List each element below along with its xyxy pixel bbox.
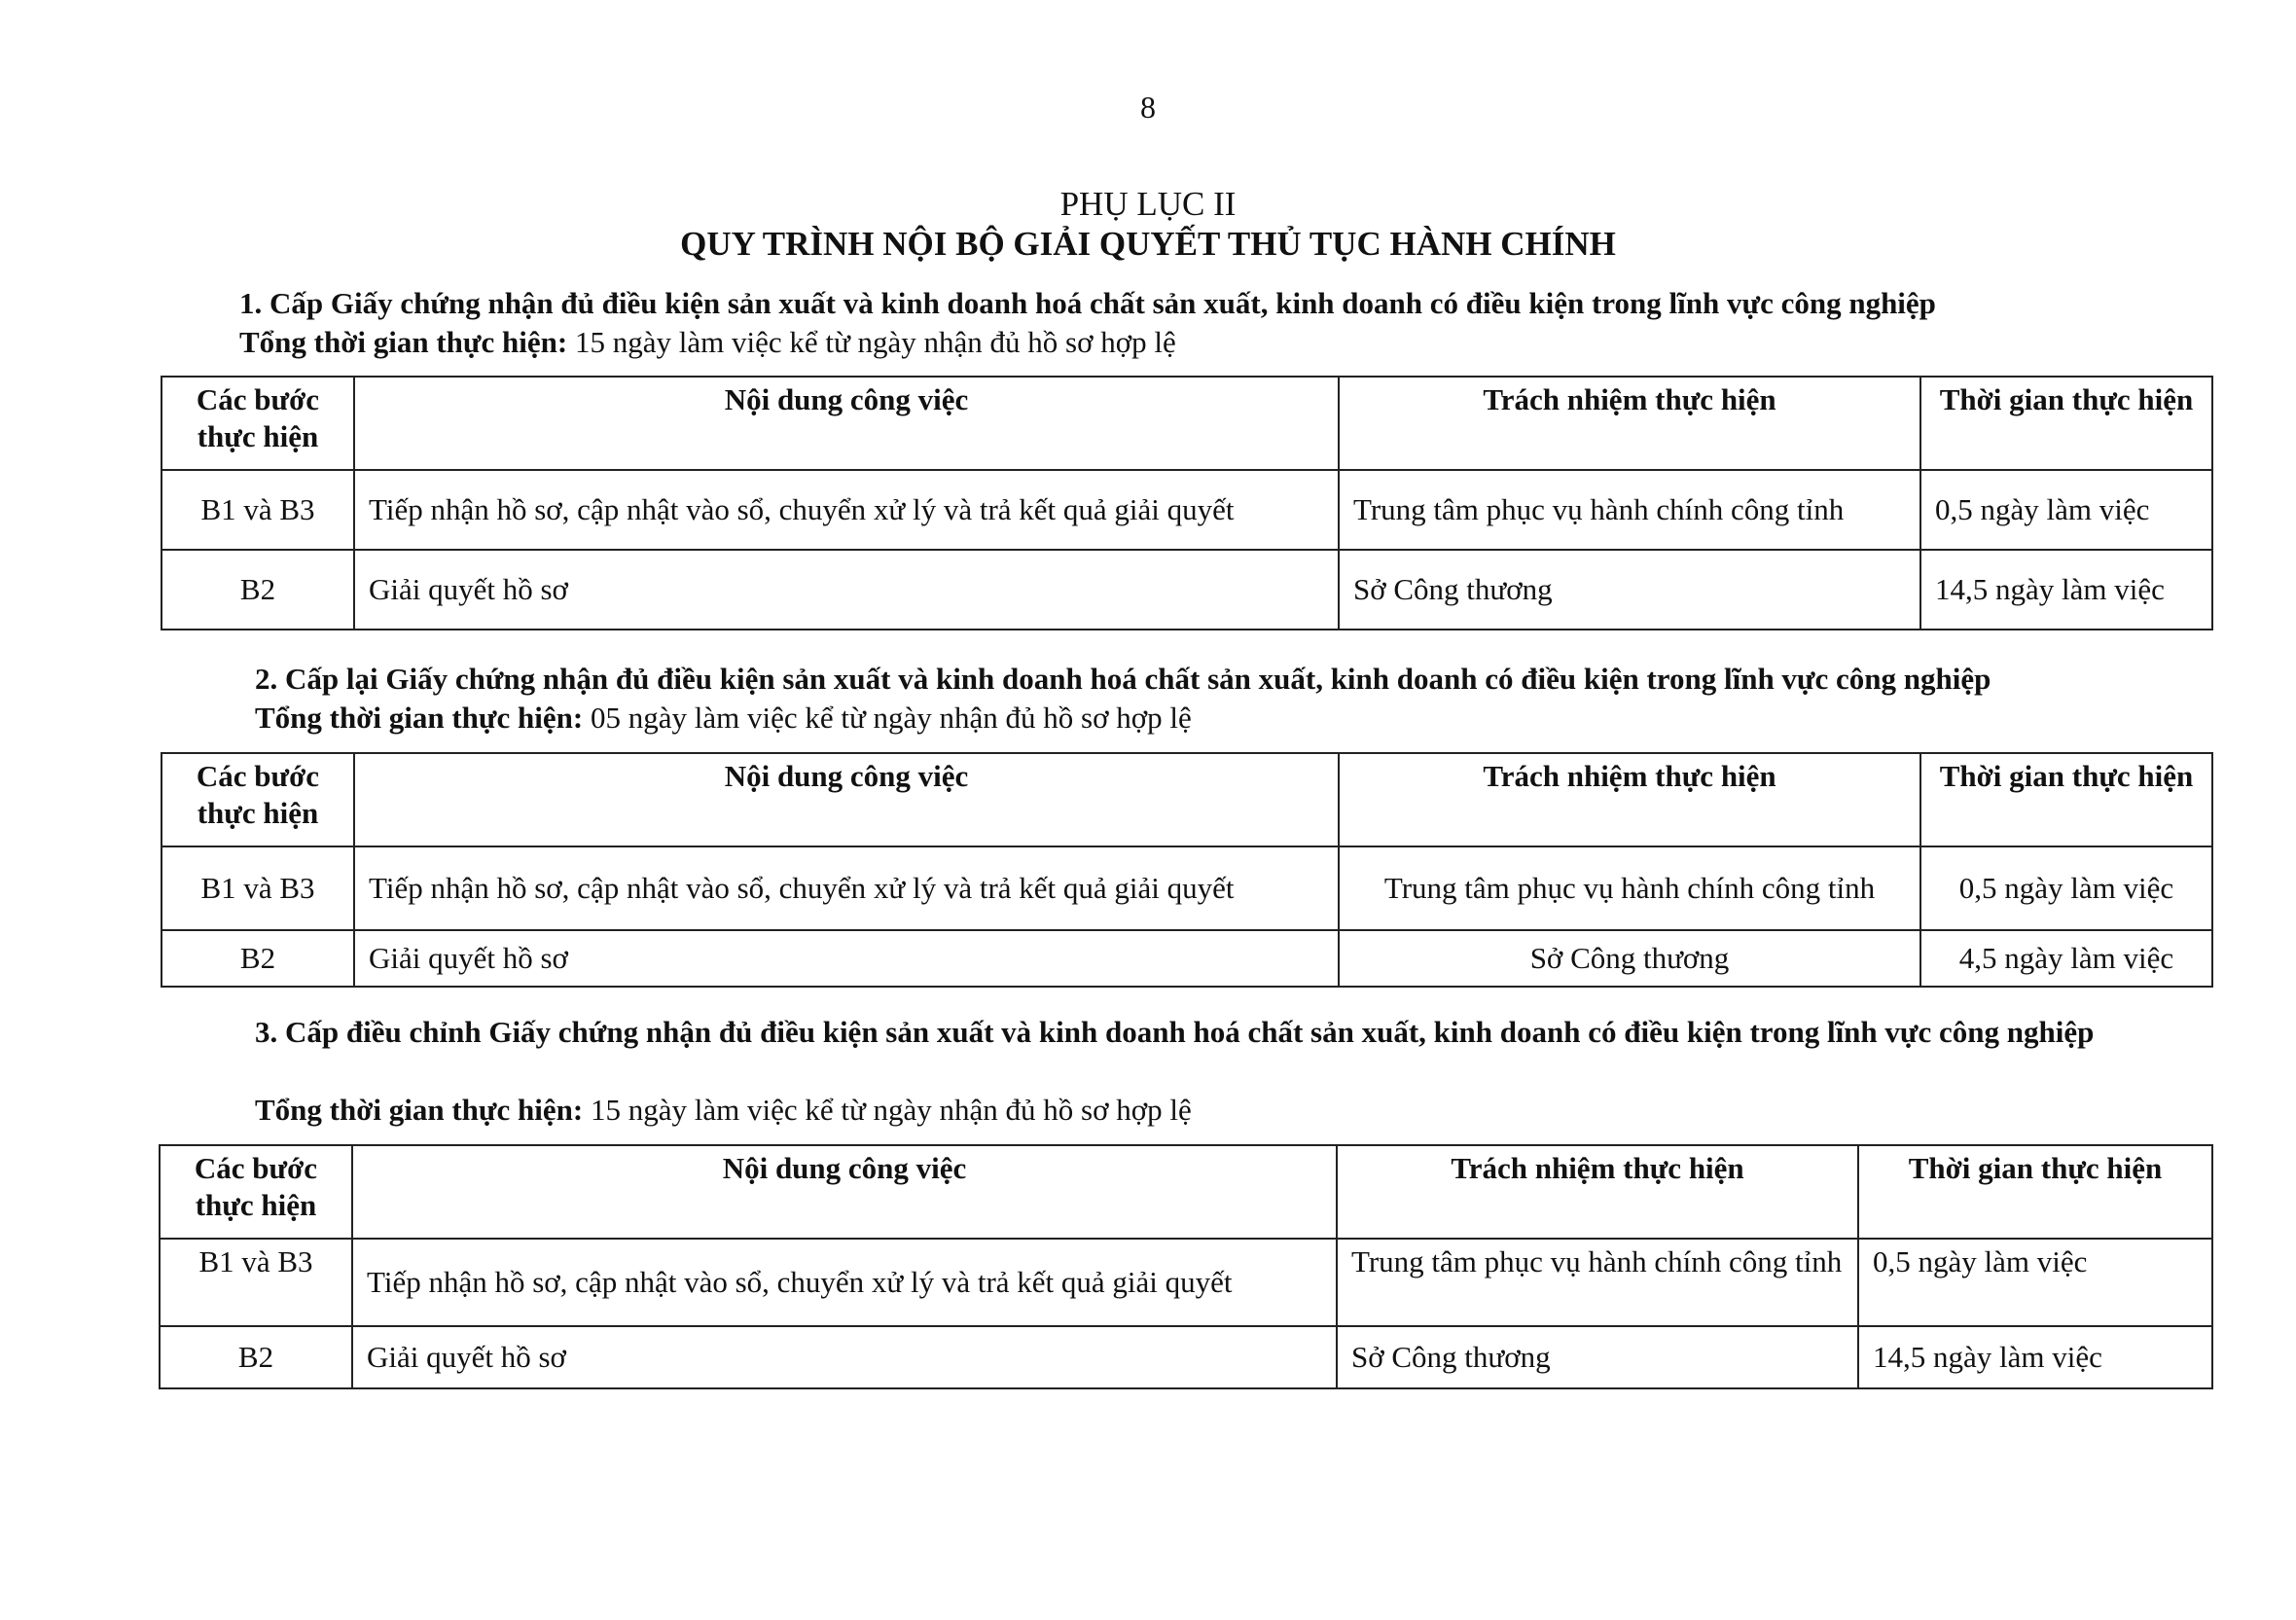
table-row	[161, 930, 2212, 987]
section-2-time-value: 05 ngày làm việc kể từ ngày nhận đủ hồ sơ hợp lệ	[583, 701, 1192, 735]
work-cell: Giải quyết hồ sơ	[352, 1326, 1337, 1388]
table-header-steps: Các bước thực hiện	[160, 1145, 352, 1239]
responsible-cell: Trung tâm phục vụ hành chính công tỉnh	[1337, 1239, 1858, 1326]
table-header-steps: Các bước thực hiện	[161, 753, 354, 846]
section-2-heading: 2. Cấp lại Giấy chứng nhận đủ điều kiện sản xuất và kinh doanh hoá chất sản xuất, kinh doanh có điều kiện trong lĩnh vực công nghiệp	[255, 662, 1991, 696]
table-row	[161, 846, 2212, 930]
work-cell: Tiếp nhận hồ sơ, cập nhật vào sổ, chuyển xử lý và trả kết quả giải quyết	[352, 1239, 1337, 1326]
section-1-time-label: Tổng thời gian thực hiện:	[239, 325, 568, 359]
table-row	[160, 1326, 2212, 1388]
appendix-title: PHỤ LỤC II	[1059, 185, 1237, 223]
time-cell: 0,5 ngày làm việc	[1920, 470, 2212, 550]
step-cell: B2	[160, 1326, 352, 1388]
responsible-cell: Trung tâm phục vụ hành chính công tỉnh	[1339, 846, 1920, 930]
responsible-cell: Trung tâm phục vụ hành chính công tỉnh	[1339, 470, 1920, 550]
work-cell: Tiếp nhận hồ sơ, cập nhật vào sổ, chuyển xử lý và trả kết quả giải quyết	[354, 470, 1339, 550]
table-header-time: Thời gian thực hiện	[1920, 753, 2212, 846]
table-header-work: Nội dung công việc	[352, 1145, 1337, 1239]
responsible-cell: Sở Công thương	[1339, 550, 1920, 630]
work-cell: Giải quyết hồ sơ	[354, 930, 1339, 987]
table-header-work: Nội dung công việc	[354, 753, 1339, 846]
time-cell: 0,5 ngày làm việc	[1920, 846, 2212, 930]
table-header-steps: Các bước thực hiện	[161, 377, 354, 470]
section-2-time-label: Tổng thời gian thực hiện:	[255, 701, 584, 735]
time-cell: 4,5 ngày làm việc	[1920, 930, 2212, 987]
step-cell: B1 và B3	[161, 846, 354, 930]
table-row	[160, 1239, 2212, 1326]
time-cell: 0,5 ngày làm việc	[1858, 1239, 2212, 1326]
section-3-total-time	[255, 1091, 2181, 1130]
section-3-table	[159, 1144, 2213, 1389]
table-header-work: Nội dung công việc	[354, 377, 1339, 470]
section-1-time-value: 15 ngày làm việc kể từ ngày nhận đủ hồ sơ hợp lệ	[567, 325, 1176, 359]
time-cell: 14,5 ngày làm việc	[1920, 550, 2212, 630]
section-2-total-time	[255, 699, 2181, 738]
table-header-responsible: Trách nhiệm thực hiện	[1339, 377, 1920, 470]
section-1-total-time	[239, 323, 2166, 362]
section-2-table	[161, 752, 2213, 988]
section-1-heading: 1. Cấp Giấy chứng nhận đủ điều kiện sản xuất và kinh doanh hoá chất sản xuất, kinh doanh có điều kiện trong lĩnh vực công nghiệp	[239, 286, 1936, 320]
work-cell: Giải quyết hồ sơ	[354, 550, 1339, 630]
section-3-time-label: Tổng thời gian thực hiện:	[255, 1093, 584, 1127]
step-cell: B1 và B3	[161, 470, 354, 550]
work-cell: Tiếp nhận hồ sơ, cập nhật vào sổ, chuyển xử lý và trả kết quả giải quyết	[354, 846, 1339, 930]
section-3-heading: 3. Cấp điều chỉnh Giấy chứng nhận đủ điều kiện sản xuất và kinh doanh hoá chất sản xuất, kinh doanh có điều kiện trong lĩnh vực công nghiệp	[255, 1015, 2095, 1049]
step-cell: B1 và B3	[160, 1239, 352, 1326]
table-header-time: Thời gian thực hiện	[1920, 377, 2212, 470]
table-header-time: Thời gian thực hiện	[1858, 1145, 2212, 1239]
step-cell: B2	[161, 930, 354, 987]
page-number: 8	[1140, 90, 1156, 125]
section-1-table	[161, 376, 2213, 630]
time-cell: 14,5 ngày làm việc	[1858, 1326, 2212, 1388]
section-3-time-value: 15 ngày làm việc kể từ ngày nhận đủ hồ sơ hợp lệ	[583, 1093, 1192, 1127]
table-row	[161, 550, 2212, 630]
table-header-responsible: Trách nhiệm thực hiện	[1339, 753, 1920, 846]
table-header-responsible: Trách nhiệm thực hiện	[1337, 1145, 1858, 1239]
responsible-cell: Sở Công thương	[1337, 1326, 1858, 1388]
table-row	[161, 470, 2212, 550]
responsible-cell: Sở Công thương	[1339, 930, 1920, 987]
appendix-subtitle: QUY TRÌNH NỘI BỘ GIẢI QUYẾT THỦ TỤC HÀNH CHÍNH	[680, 225, 1616, 263]
step-cell: B2	[161, 550, 354, 630]
